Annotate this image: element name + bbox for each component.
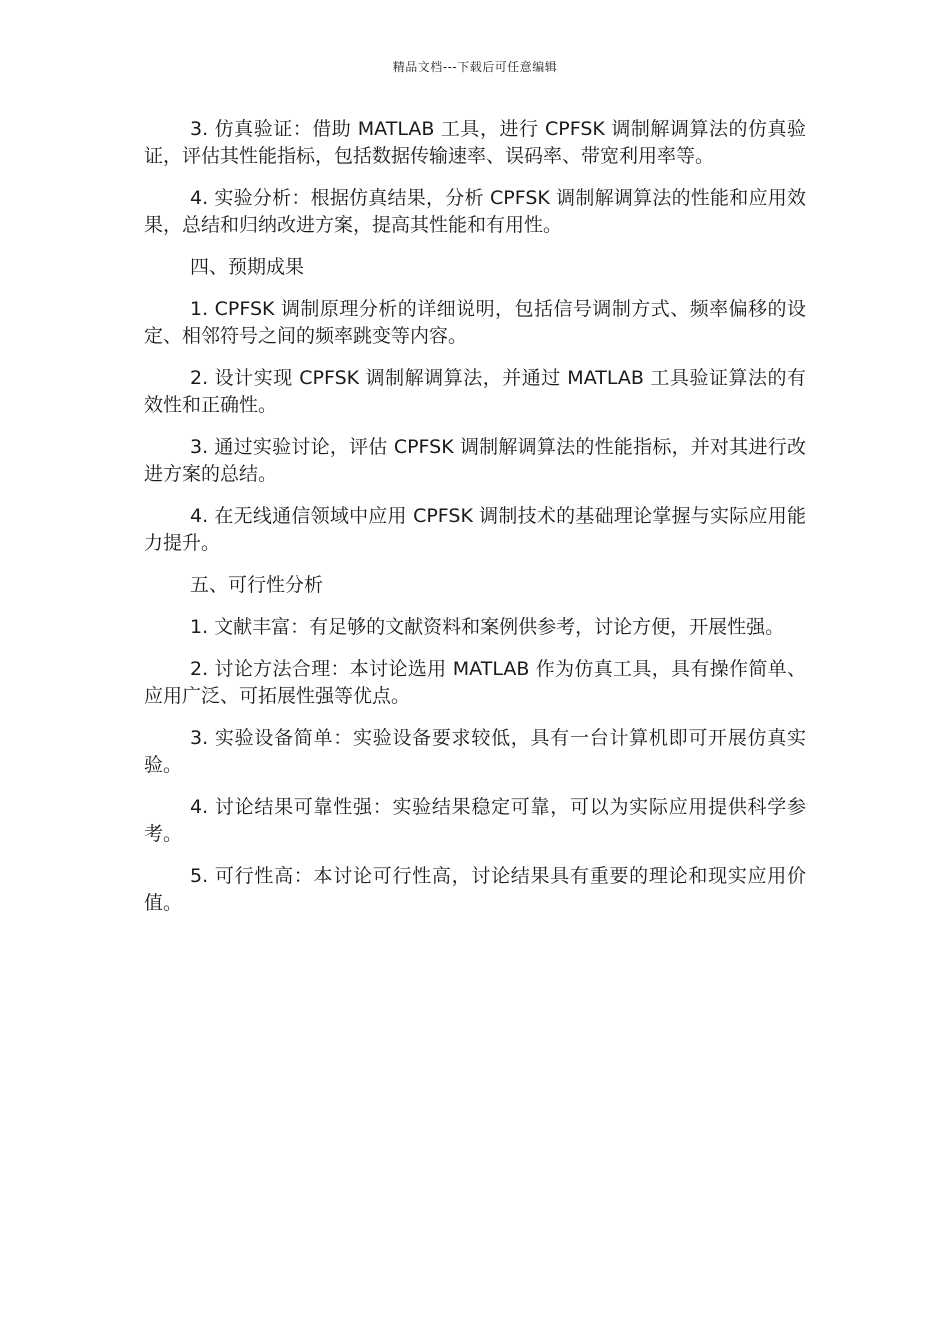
paragraph-feasibility-1: 1. 文献丰富：有足够的文献资料和案例供参考，讨论方便，开展性强。	[190, 616, 785, 638]
paragraph-expected-1: 1. CPFSK 调制原理分析的详细说明，包括信号调制方式、频率偏移的设定、相邻符号之间的频率跳变等内容。	[144, 298, 806, 347]
paragraph-feasibility-4: 4. 讨论结果可靠性强：实验结果稳定可靠，可以为实际应用提供科学参考。	[144, 796, 806, 845]
section-heading-feasibility: 五、可行性分析	[190, 574, 324, 596]
paragraph-simulation-verification: 3. 仿真验证：借助 MATLAB 工具，进行 CPFSK 调制解调算法的仿真验证，评估其性能指标，包括数据传输速率、误码率、带宽利用率等。	[144, 118, 806, 167]
section-heading-expected-results: 四、预期成果	[190, 256, 305, 278]
paragraph-feasibility-3: 3. 实验设备简单：实验设备要求较低，具有一台计算机即可开展仿真实验。	[144, 727, 806, 776]
document-body	[144, 116, 806, 932]
paragraph-experiment-analysis: 4. 实验分析：根据仿真结果，分析 CPFSK 调制解调算法的性能和应用效果，总结和归纳改进方案，提高其性能和有用性。	[144, 187, 806, 236]
paragraph-feasibility-2: 2. 讨论方法合理：本讨论选用 MATLAB 作为仿真工具，具有操作简单、应用广泛、可拓展性强等优点。	[144, 658, 806, 707]
paragraph-expected-2: 2. 设计实现 CPFSK 调制解调算法，并通过 MATLAB 工具验证算法的有效性和正确性。	[144, 367, 806, 416]
paragraph-expected-4: 4. 在无线通信领域中应用 CPFSK 调制技术的基础理论掌握与实际应用能力提升。	[144, 505, 806, 554]
paragraph-expected-3: 3. 通过实验讨论，评估 CPFSK 调制解调算法的性能指标，并对其进行改进方案的总结。	[144, 436, 806, 485]
page-header: 精品文档---下载后可任意编辑	[392, 60, 558, 74]
paragraph-feasibility-5: 5. 可行性高：本讨论可行性高，讨论结果具有重要的理论和现实应用价值。	[144, 865, 806, 914]
